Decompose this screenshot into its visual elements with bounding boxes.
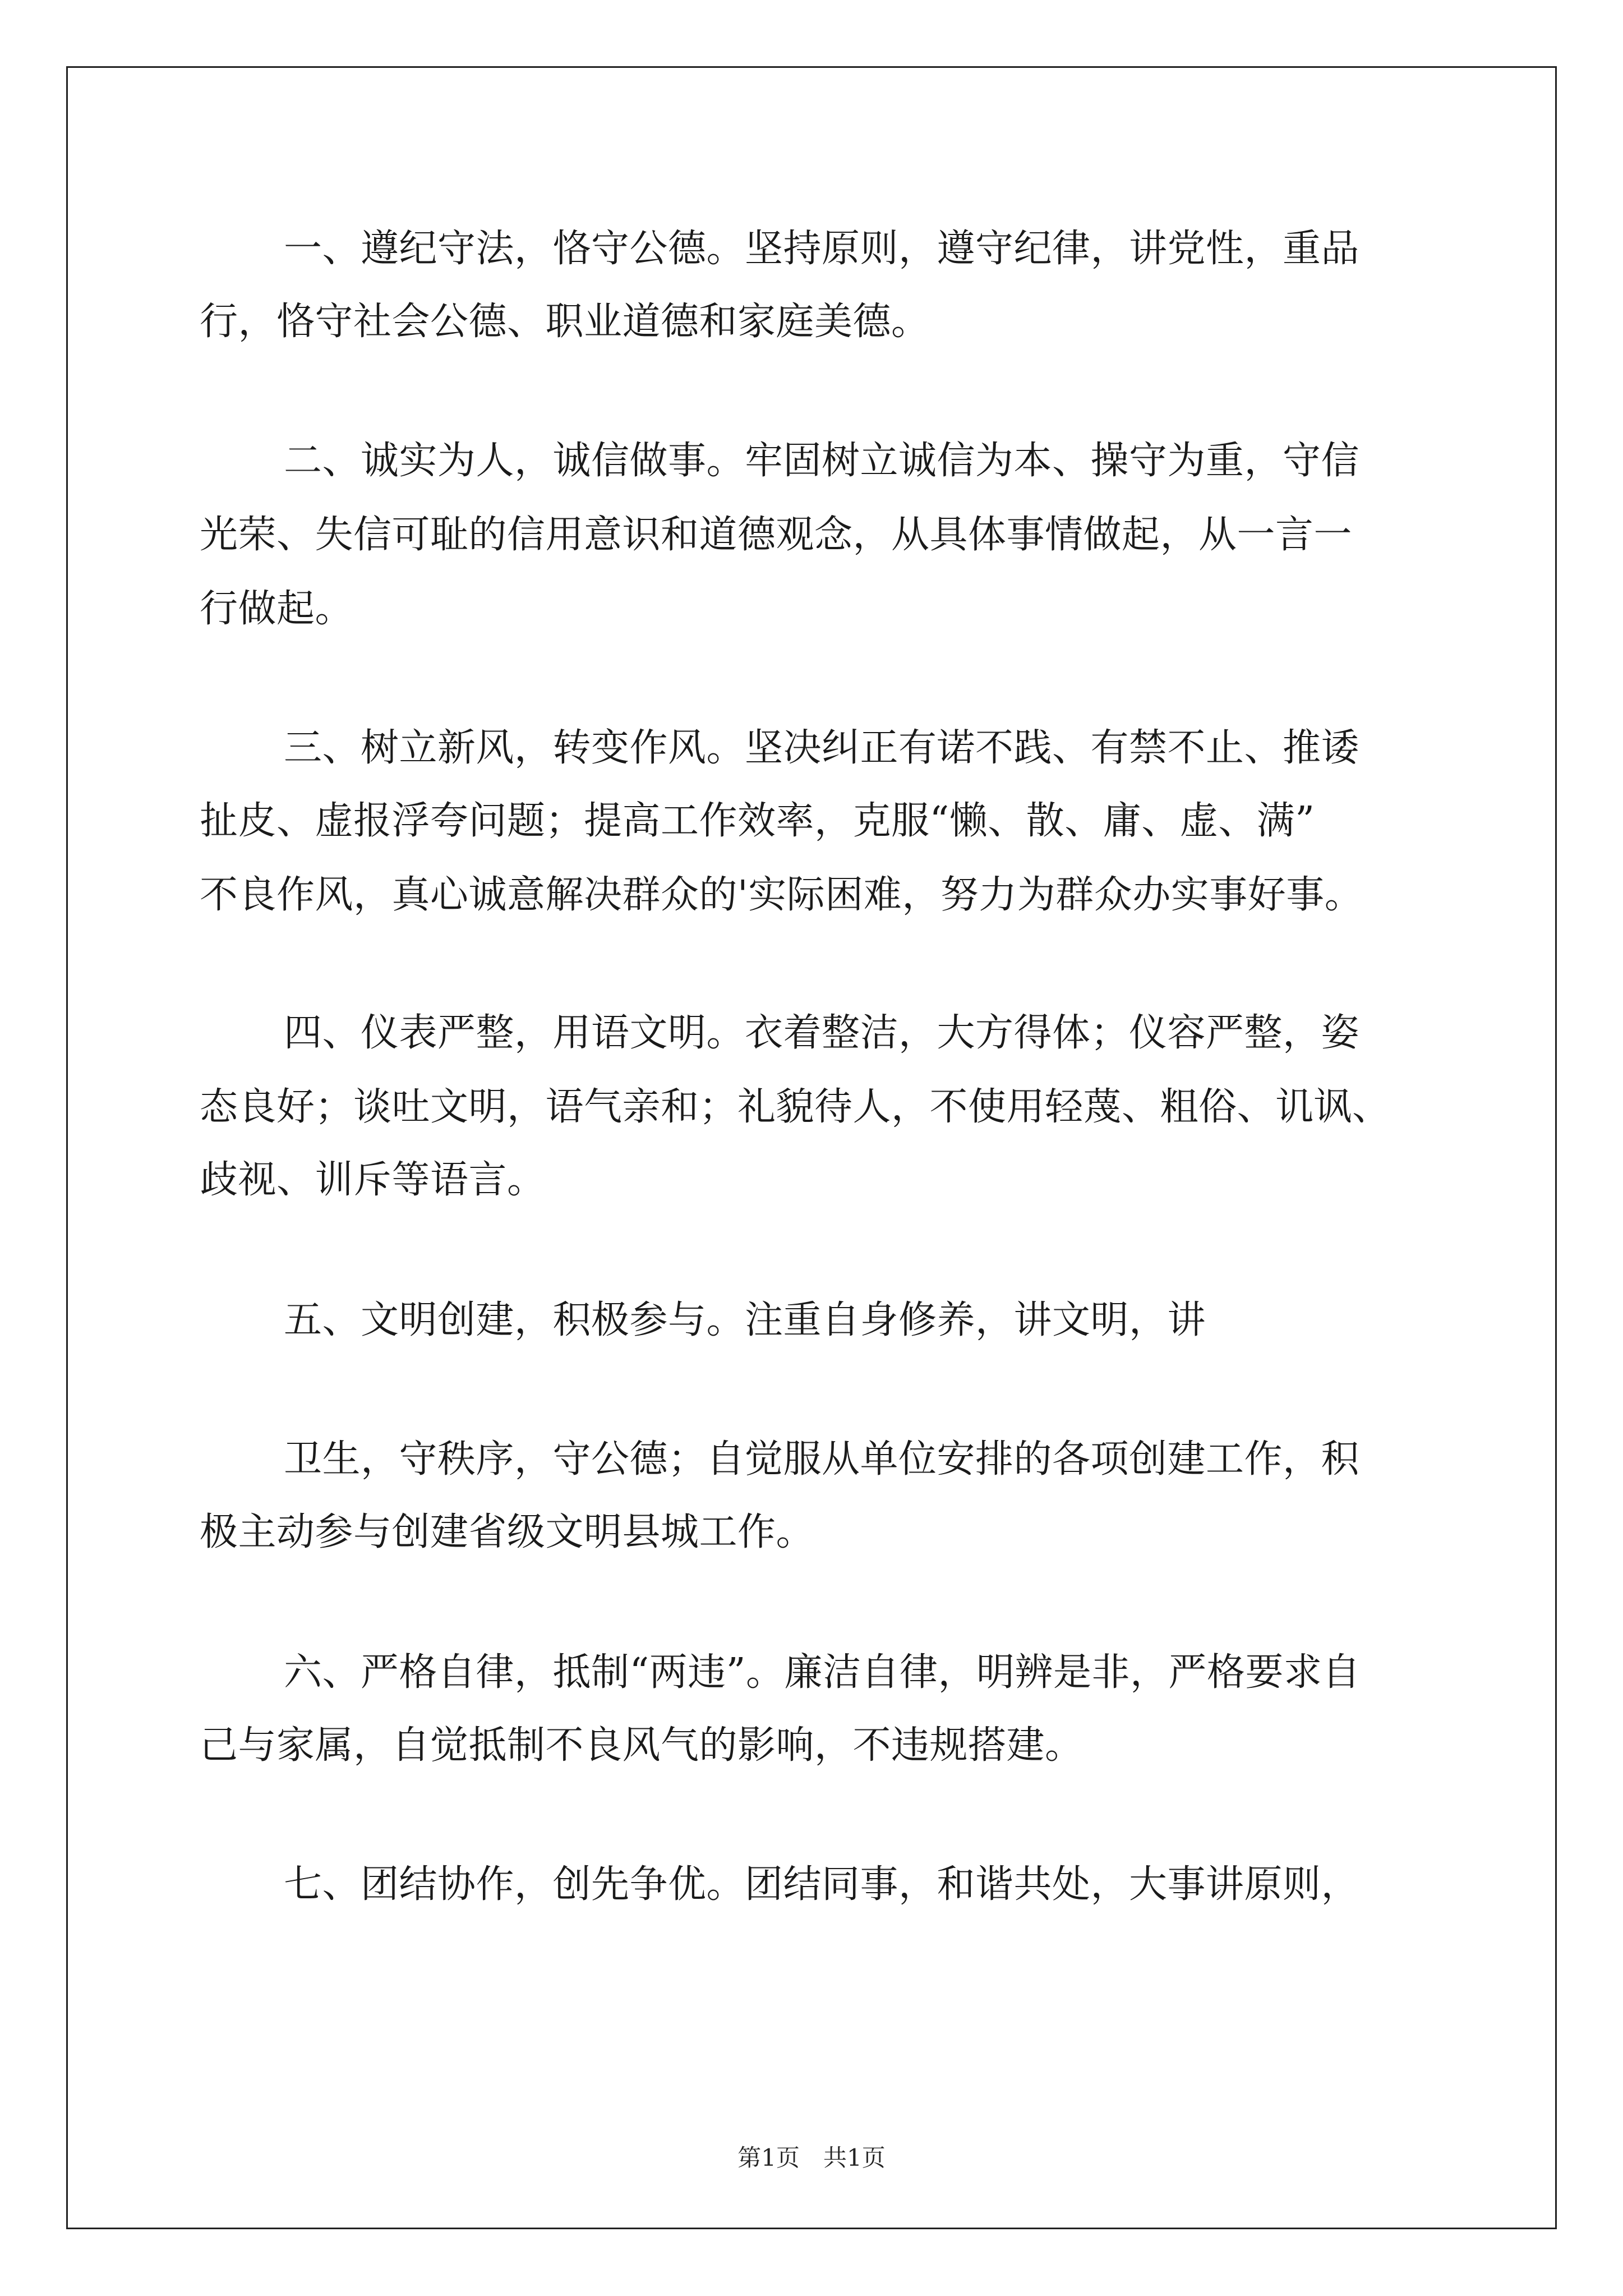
page-footer: 第1页 共1页 <box>737 2144 886 2171</box>
text-line: 扯皮、虚报浮夸问题；提高工作效率，克服“懒、散、庸、虚、满” <box>200 799 1315 843</box>
text-line: 态良好；谈吐文明，语气亲和；礼貌待人，不使用轻蔑、粗俗、讥讽、 <box>200 1085 1391 1129</box>
text-line: 卫生，守秩序，守公德；自觉服从单位安排的各项创建工作，积 <box>284 1437 1360 1481</box>
text-line: 己与家属，自觉抵制不良风气的影响，不违规搭建。 <box>200 1723 1083 1768</box>
text-line: 六、严格自律，抵制“两违”。廉洁自律，明辨是非，严格要求自 <box>284 1650 1361 1695</box>
text-line: 三、树立新风，转变作风。坚决纠正有诺不践、有禁不止、推诿 <box>284 726 1360 770</box>
text-line: 歧视、训斥等语言。 <box>200 1158 546 1202</box>
text-line: 四、仪表严整，用语文明。衣着整洁，大方得体；仪容严整，姿 <box>284 1011 1360 1055</box>
text-line: 五、文明创建，积极参与。注重自身修养，讲文明，讲 <box>284 1298 1206 1342</box>
text-line: 二、诚实为人，诚信做事。牢固树立诚信为本、操守为重，守信 <box>284 439 1360 483</box>
text-line: 不良作风，真心诚意解决群众的'实际困难，努力为群众办实事好事。 <box>200 873 1363 917</box>
text-line: 一、遵纪守法，恪守公德。坚持原则，遵守纪律，讲党性，重品 <box>284 227 1360 271</box>
text-line: 行，恪守社会公德、职业道德和家庭美德。 <box>200 300 930 344</box>
text-line: 极主动参与创建省级文明县城工作。 <box>200 1510 815 1554</box>
text-line: 七、团结协作，创先争优。团结同事，和谐共处，大事讲原则， <box>284 1862 1360 1907</box>
text-line: 光荣、失信可耻的信用意识和道德观念，从具体事情做起，从一言一 <box>200 513 1353 557</box>
text-line: 行做起。 <box>200 587 354 631</box>
